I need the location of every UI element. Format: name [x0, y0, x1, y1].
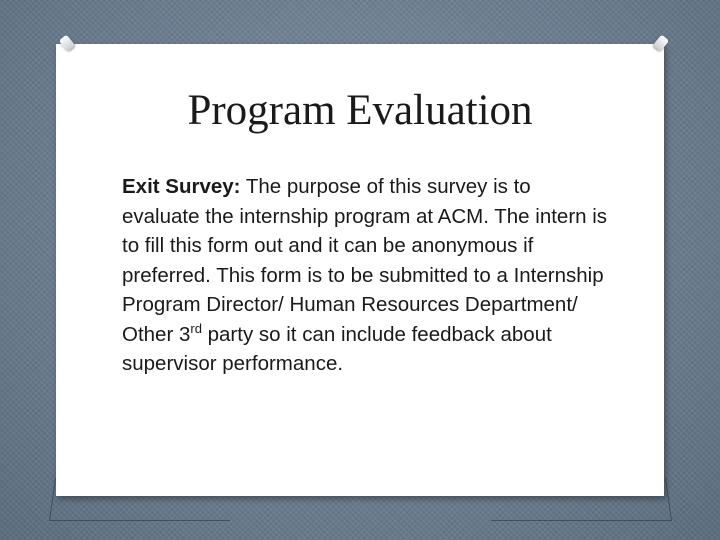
body-text-main: The purpose of this survey is to evaluate the internship program at ACM. The intern is to fill this form out and it can be anonymous if preferred. This form is to be submitted to a Internship Program Director/ Human Resources Department/ Other 3 [122, 175, 608, 346]
exit-survey-label: Exit Survey: [122, 175, 241, 198]
slide-title: Program Evaluation [187, 87, 533, 134]
slide-body [122, 172, 612, 379]
ordinal-superscript: rd [190, 320, 202, 336]
body-text-tail: party so it can include feedback about supervisor performance. [122, 322, 552, 375]
